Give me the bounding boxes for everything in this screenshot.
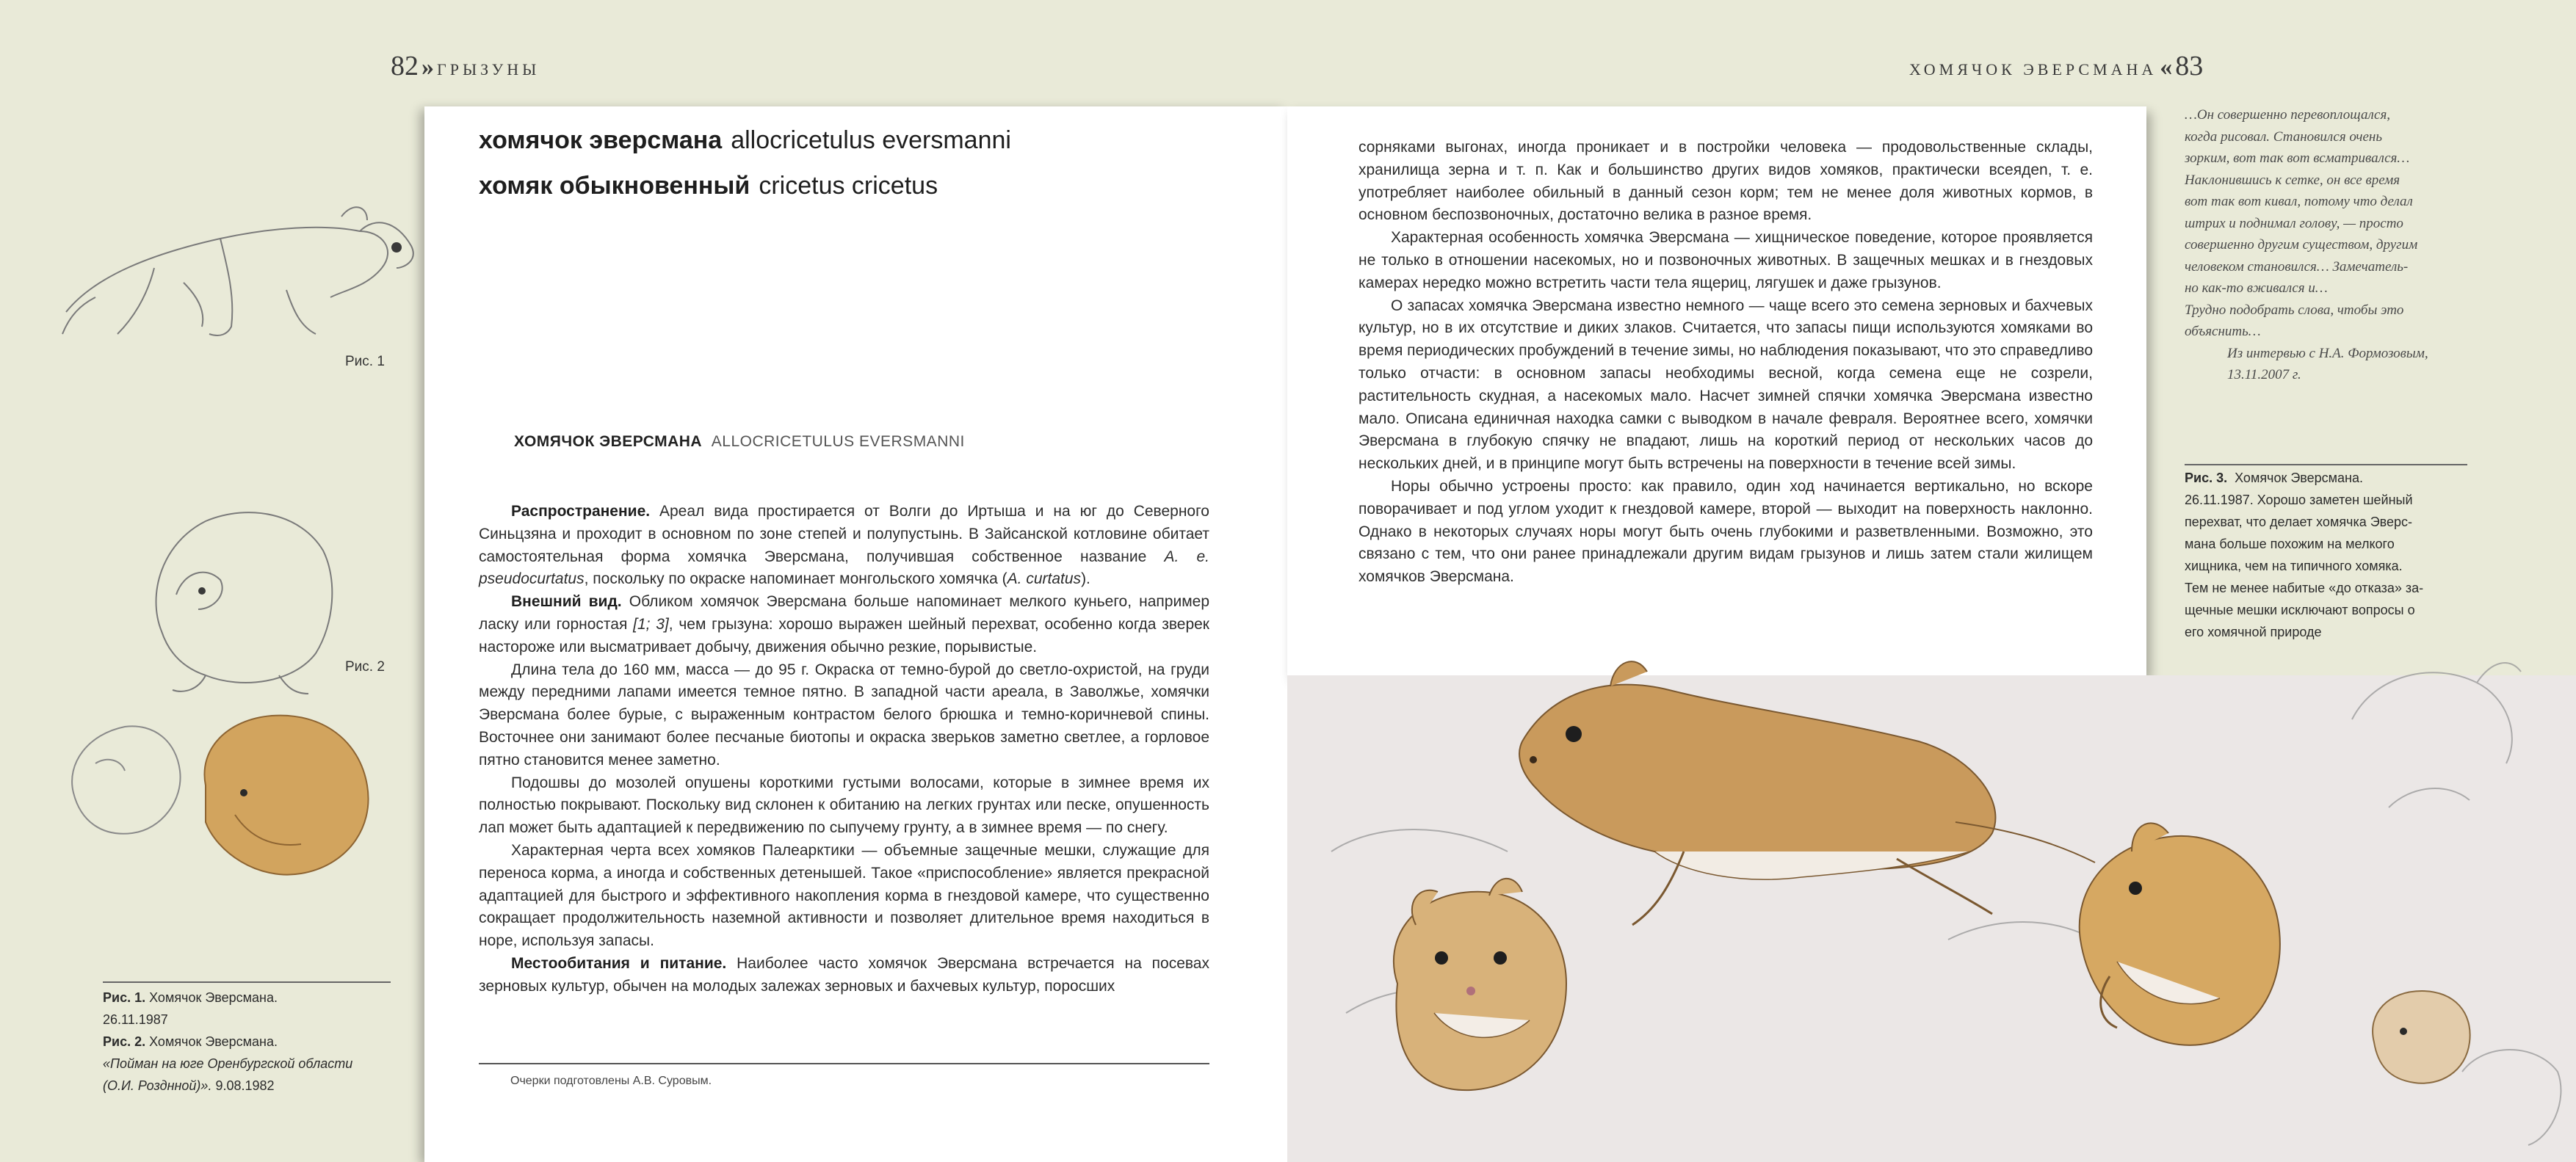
right-header-arrow: « — [2160, 54, 2173, 81]
crouching-hamster-sketch — [2373, 991, 2470, 1083]
figure-2-colored-hamster — [204, 716, 368, 875]
left-page-number: 82 — [391, 51, 419, 81]
left-caption-rule — [103, 981, 391, 983]
caption-1-date: 26.11.1987 — [103, 1012, 168, 1027]
article-right-column — [1358, 137, 2093, 589]
species-title-2-ru: хомяк обыкновенный — [479, 172, 750, 200]
species-title-1-ru: хомячок эверсмана — [479, 126, 723, 154]
species-title-2-lat: cricetus cricetus — [759, 172, 938, 200]
article-left-column: Распространение. Ареал вида простирается от Волги до Иртыша и на юг до Северного Синьцзяна и проходит в основном по зоне степей и полупустынь. В Зайсанской котловине обитает самостоятельная форма хомячка Эверсмана, получившая собственное название A. e. pseudocurtatus, поскольку по окраске напоминает монгольского хомячка (A. curtatus). Внешний вид. Обликом хомячок Эверсмана больше напоминает мелкого куньего, например ласку или горностая [1; 3], чем грызуна: хорошо выражен шейный перехват, особенно когда зверек настороже или высматривает добычу, движения обычно резкие, порывистые. Длина тела до 160 мм, масса — до 95 г. Окраска от темно-бурой до светло-охристой, на груди между передними лапами имеется темное пятно. В западной части ареала, в Заволжье, хомячки Эверсмана более бурые, с выраженным контрастом белого брюшка и темно-коричневой спины. Восточнее они занимают более песчаные биотопы и окраска зверьков заметно светлее, а горловое пятно становится менее заметно. Подошвы до мозолей опушены короткими густыми волосами, которые в зимнее время их полностью покрывают. Поскольку вид склонен к обитанию на легких грунтах или песке, опушенность лап может быть адаптацией к передвижению по сыпучему грунту, а в зимнее время — по снегу. Характерная черта всех хомяков Палеарктики — объемные защечные мешки, служащие для переноса корма, а иногда и собственных детенышей. Такое «приспособление» является прекрасной адаптацией для быстрого и эффективного накопления корма в гнездовой камере, что существенно сокращает продолжительность наземной активности и позволяет длительное время находиться в норе, используя запасы. Местообитания и питание. Наиболее часто хомячок Эверсмана встречается на посевах зерновых культур, обычен на молодых залежах зерновых и бахчевых культур, поросших — [479, 503, 1210, 995]
article-heading-ru: ХОМЯЧОК ЭВЕРСМАНА — [514, 433, 703, 450]
left-section-title: ГРЫЗУНЫ — [437, 60, 540, 79]
paragraph-paws: Подошвы до мозолей опушены короткими густыми волосами, которые в зимнее время их полностью покрывают. Поскольку вид склонен к обитанию на легких грунтах или песке, опушенность лап может быть адаптацией к передвижению по сыпучему грунту, а в зимнее время — по снегу. — [479, 774, 1209, 837]
caption-3-label: Рис. 3. — [2185, 471, 2228, 485]
paragraph-stores: О запасах хомячка Эверсмана известно немного — чаще всего это семена зерновых и бахчевых культур, но в их отсутствие и диких злаков. Считается, что запасы пищи используются хомяками во время периодических пробуждений в течение зимы, но наблюдения показывают, что это справедливо только отчасти: в основном запасы необходимы весной, когда семена еще не созрели, растительность скудная, а насекомых мало. Насчет зимней спячки хомячка Эверсмана известно мало. Описана единичная находка самки с выводком в начале февраля. Вероятнее всего, хомячки Эверсмана в глубокую спячку не впадают, лишь на короткий период от нескольких часов до нескольких дней, и в принципе могут быть встречены на поверхности в течение всей зимы. — [1358, 297, 2093, 473]
right-page-number: 83 — [2175, 51, 2204, 81]
figure-1-sketch — [51, 187, 419, 363]
paragraph-burrows: Норы обычно устроены просто: как правило, один ход начинается вертикально, но вскоре поворачивает и под углом уходит к гнездовой камере, второй — выходит на поверхность наклонно. Однако в некоторых случаях норы могут быть очень глубокими и разветвленными. Возможно, это связано с тем, что они ранее принадлежали другим видам грызунов и лишь затем стали жилищем хомячков Эверсмана. — [1358, 477, 2093, 586]
caption-2-label: Рис. 2. — [103, 1034, 146, 1049]
caption-2-italic-1: «Пойман на юге Оренбургской области — [103, 1056, 353, 1071]
figure-1-eye — [391, 242, 402, 253]
species-title-2 — [479, 172, 938, 200]
figure-2-lower-eye — [240, 789, 247, 796]
paragraph-habitat-cont: сорняками выгонах, иногда проникает и в постройки человека — продовольственные склады, хранилища зерна и т. п. Как и большинство других видов хомяков, практически всеядеn, т. е. употребляет наиболее обильный в данный сезон корм; тем не менее доля животных кормов, в основном беспозвоночных, достаточно велика в разное время. — [1358, 139, 2093, 224]
paragraph-size: Длина тела до 160 мм, масса — до 95 г. Окраска от темно-бурой до светло-охристой, на груди между передними лапами имеется темное пятно. В западной части ареала, в Заволжье, хомячки Эверсмана более бурые, с выраженным контрастом белого брюшка и темно-коричневой спины. Восточнее они занимают более песчаные биотопы и окраска зверьков заметно светлее, а горловое пятно становится менее заметно. — [479, 661, 1209, 769]
section-distribution-lead: Распространение. — [511, 503, 651, 520]
paragraph-predatory: Характерная особенность хомячка Эверсмана — хищническое поведение, которое проявляется не только в отношении насекомых, но и позвоночных животных. В защечных мешках и в гнездовых камерах нередко можно встретить части тела ящериц, лягушек и даже грызунов. — [1358, 229, 2093, 291]
quote-source-1: Из интервью с Н.А. Формозовым, — [2227, 345, 2428, 361]
species-title-1 — [479, 126, 1011, 155]
caption-2-text: Хомячок Эверсмана. — [149, 1034, 278, 1049]
figure-2-sketch-lower — [51, 683, 397, 888]
figure-2-label: Рис. 2 — [345, 659, 385, 675]
caption-1-label: Рис. 1. — [103, 990, 146, 1005]
paragraph-cheek-pouches: Характерная черта всех хомяков Палеарктики — объемные защечные мешки, служащие для переноса корма, а иногда и собственных детенышей. Такое «приспособление» является прекрасной адаптацией для быстрого и эффективного накопления корма в гнездовой камере, что существенно сокращает продолжительность наземной активности и позволяет длительное время находиться в норе, используя запасы. — [479, 841, 1209, 950]
caption-2-date: 9.08.1982 — [215, 1078, 275, 1093]
left-caption — [103, 987, 397, 1097]
right-running-header — [1909, 50, 2203, 82]
figure-3-illustration — [1287, 631, 2576, 1162]
running-hamster — [1519, 661, 2095, 925]
caption-2-italic-2: (О.И. Розднной)». — [103, 1078, 212, 1093]
footer-rule — [479, 1063, 1209, 1064]
quote-source-2: 13.11.2007 г. — [2227, 367, 2301, 382]
section-habitat-lead: Местообитания и питание. — [511, 954, 727, 972]
section-appearance-lead: Внешний вид. — [511, 593, 622, 611]
article-heading — [514, 433, 965, 451]
article-credit: Очерки подготовлены А.В. Суровым. — [510, 1075, 712, 1087]
left-header-arrow: » — [422, 54, 434, 81]
figure-2-sketch-upper — [132, 484, 352, 697]
left-running-header — [391, 50, 540, 82]
article-heading-lat: ALLOCRICETULUS EVERSMANNI — [711, 433, 965, 450]
side-quote: …Он совершенно перевоплощался, когда рисовал. Становился очень зорким, вот так вот всматривался… Наклонившись к сетке, он все время вот так вот кивал, потому что делал штрих и поднимал голову, — просто совершенно другим существом, другим человеком становился… Замечатель- но как-то вживался и… Трудно подобрать слова, чтобы это объяснить… Из интервью с Н.А. Формозовым, 13.11.2007 г. — [2185, 104, 2493, 386]
sitting-hamster — [1394, 879, 1566, 1090]
right-caption-rule — [2185, 464, 2467, 465]
figure-2-upper-eye — [198, 587, 206, 595]
caption-1-text: Хомячок Эверсмана. — [149, 990, 278, 1005]
right-caption: Рис. 3. Хомячок Эверсмана. 26.11.1987. Хорошо заметен шейный перехват, что делает хомячка Эверс- мана больше похожим на мелкого хищника, чем на типичного хомяка. Тем не менее набитые «до отказа» за- щечные мешки исключают вопросы о его хомячной природе — [2185, 471, 2424, 639]
figure-1-label: Рис. 1 — [345, 354, 385, 369]
right-section-title: ХОМЯЧОК ЭВЕРСМАНА — [1909, 60, 2157, 79]
eating-hamster — [2080, 823, 2280, 1045]
species-title-1-lat: allocricetulus eversmanni — [731, 126, 1011, 154]
